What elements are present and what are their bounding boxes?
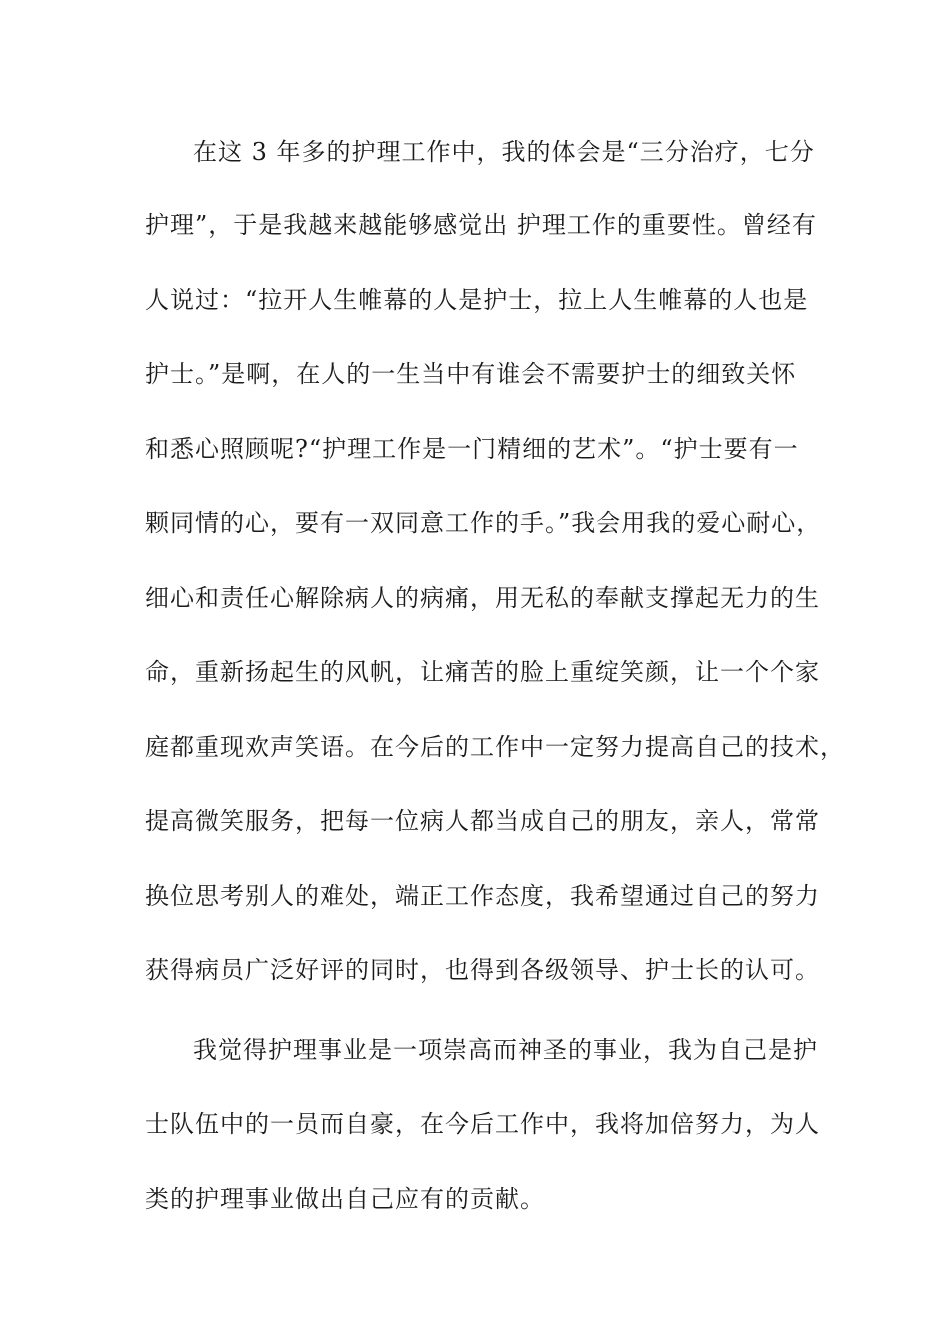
text-line: 细心和责任心解除病人的病痛，用无私的奉献支撑起无力的生 xyxy=(145,584,820,612)
text-line: 庭都重现欢声笑语。在今后的工作中一定努力提高自己的技术， xyxy=(145,733,845,761)
text-line: 人说过：“拉开人生帷幕的人是护士，拉上人生帷幕的人也是 xyxy=(145,286,809,314)
text-line: 护理”，于是我越来越能够感觉出 护理工作的重要性。曾经有 xyxy=(145,211,817,239)
text-line: 护士。”是啊，在人的一生当中有谁会不需要护士的细致关怀 xyxy=(145,360,797,388)
text-line: 命，重新扬起生的风帆，让痛苦的脸上重绽笑颜，让一个个家 xyxy=(145,658,820,686)
text-line: 颗同情的心，要有一双同意工作的手。”我会用我的爱心耐心， xyxy=(145,509,822,537)
text-line: 士队伍中的一员而自豪，在今后工作中，我将加倍努力，为人 xyxy=(145,1110,820,1138)
text-line: 类的护理事业做出自己应有的贡献。 xyxy=(145,1185,545,1213)
text-line: 在这 3 年多的护理工作中，我的体会是“三分治疗，七分 xyxy=(193,138,815,166)
text-line: 换位思考别人的难处，端正工作态度，我希望通过自己的努力 xyxy=(145,882,820,910)
text-line: 获得病员广泛好评的同时，也得到各级领导、护士长的认可。 xyxy=(145,956,820,984)
text-line: 我觉得护理事业是一项崇高而神圣的事业，我为自己是护 xyxy=(193,1036,818,1064)
text-line: 和悉心照顾呢?“护理工作是一门精细的艺术”。“护士要有一 xyxy=(145,435,799,463)
text-line: 提高微笑服务，把每一位病人都当成自己的朋友，亲人，常常 xyxy=(145,807,820,835)
